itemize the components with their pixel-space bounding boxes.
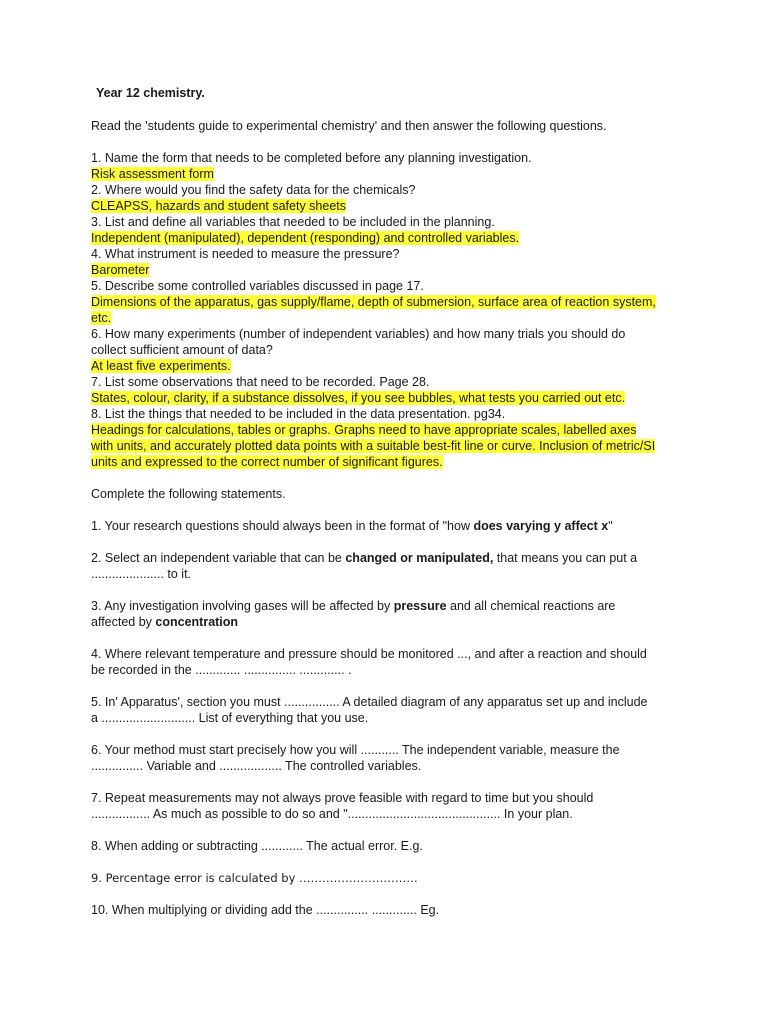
spacer	[91, 774, 691, 790]
answer-highlight: States, colour, clarity, if a substance dissolves, if you see bubbles, what tests you carried out etc.	[91, 391, 626, 405]
answer-highlight: At least five experiments.	[91, 359, 231, 373]
answer-highlight: Barometer	[91, 263, 150, 277]
spacer	[91, 822, 691, 838]
answer-5-line-2	[91, 310, 691, 326]
question-4: 4. What instrument is needed to measure the pressure?	[91, 247, 400, 261]
intro-text: Read the 'students guide to experimental chemistry' and then answer the following questions.	[91, 119, 607, 133]
answer-highlight: with units, and accurately plotted data points with a suitable best-fit line or curve. Inclusion of metric/SI	[91, 439, 656, 453]
answer-highlight: Independent (manipulated), dependent (responding) and controlled variables.	[91, 231, 520, 245]
statement-7-line-2: ................. As much as possible to do so and "............................................ In your plan.	[91, 807, 573, 821]
spacer	[91, 678, 691, 694]
statement-4-line-2: be recorded in the ............. ............... ............. .	[91, 663, 352, 677]
spacer	[91, 886, 691, 902]
statement-1	[91, 518, 691, 534]
spacer	[91, 582, 691, 598]
statement-text: that means you can put a	[493, 551, 638, 565]
statement-text: "	[608, 519, 613, 533]
question-6-cont: collect sufficient amount of data?	[91, 343, 273, 357]
document-title: Year 12 chemistry.	[96, 86, 205, 100]
statement-text: 3. Any investigation involving gases will be affected by	[91, 599, 394, 613]
statement-3-line-1	[91, 598, 691, 614]
spacer	[91, 470, 691, 486]
answer-8-line-1	[91, 422, 691, 438]
answer-6	[91, 358, 691, 374]
statement-bold: concentration	[155, 615, 239, 629]
answer-4	[91, 262, 691, 278]
question-8: 8. List the things that needed to be included in the data presentation. pg34.	[91, 407, 506, 421]
statement-bold: does varying y affect x	[473, 519, 609, 533]
answer-5-line-1	[91, 294, 691, 310]
statement-bold: pressure	[393, 599, 447, 613]
answer-highlight: Headings for calculations, tables or graphs. Graphs need to have appropriate scales, labelled axes	[91, 423, 637, 437]
answer-8-line-3	[91, 454, 691, 470]
question-6: 6. How many experiments (number of independent variables) and how many trials you should do	[91, 327, 626, 341]
answer-highlight: units and expressed to the correct number of significant figures.	[91, 455, 443, 469]
statement-3-line-2	[91, 614, 691, 630]
statement-9: 9. Percentage error is calculated by ………………………….	[91, 871, 418, 885]
statement-text: affected by	[91, 615, 156, 629]
spacer	[91, 630, 691, 646]
question-2: 2. Where would you find the safety data for the chemicals?	[91, 183, 416, 197]
statement-8: 8. When adding or subtracting ............ The actual error. E.g.	[91, 839, 423, 853]
document-body	[91, 118, 691, 918]
answer-highlight: Risk assessment form	[91, 167, 214, 181]
statement-bold: changed or manipulated,	[345, 551, 494, 565]
statement-4-line-1: 4. Where relevant temperature and pressure should be monitored ..., and after a reaction and should	[91, 647, 647, 661]
statement-text: 2. Select an independent variable that can be	[91, 551, 346, 565]
answer-highlight: CLEAPSS, hazards and student safety sheets	[91, 199, 347, 213]
answer-7	[91, 390, 691, 406]
complete-heading: Complete the following statements.	[91, 487, 286, 501]
question-7: 7. List some observations that need to be recorded. Page 28.	[91, 375, 430, 389]
spacer	[91, 134, 691, 150]
statement-6-line-2: ............... Variable and .................. The controlled variables.	[91, 759, 422, 773]
question-1: 1. Name the form that needs to be completed before any planning investigation.	[91, 151, 532, 165]
question-5: 5. Describe some controlled variables discussed in page 17.	[91, 279, 424, 293]
statement-2-line-1	[91, 550, 691, 566]
question-3: 3. List and define all variables that needed to be included in the planning.	[91, 215, 495, 229]
statement-text: and all chemical reactions are	[446, 599, 616, 613]
spacer	[91, 502, 691, 518]
spacer	[91, 854, 691, 870]
statement-2-line-2: ..................... to it.	[91, 567, 192, 581]
spacer	[91, 726, 691, 742]
statement-7-line-1: 7. Repeat measurements may not always prove feasible with regard to time but you should	[91, 791, 594, 805]
answer-highlight: etc.	[91, 311, 112, 325]
answer-8-line-2	[91, 438, 691, 454]
answer-1	[91, 166, 691, 182]
spacer	[91, 534, 691, 550]
answer-highlight: Dimensions of the apparatus, gas supply/flame, depth of submersion, surface area of reaction system,	[91, 295, 656, 309]
answer-3	[91, 230, 691, 246]
statement-10: 10. When multiplying or dividing add the ............... ............. Eg.	[91, 903, 440, 917]
statement-text: 1. Your research questions should always been in the format of "how	[91, 519, 474, 533]
answer-2	[91, 198, 691, 214]
statement-5-line-2: a ........................... List of everything that you use.	[91, 711, 369, 725]
statement-6-line-1: 6. Your method must start precisely how you will ........... The independent variable, measure the	[91, 743, 620, 757]
statement-5-line-1: 5. In' Apparatus', section you must ................ A detailed diagram of any apparatus set up and include	[91, 695, 648, 709]
